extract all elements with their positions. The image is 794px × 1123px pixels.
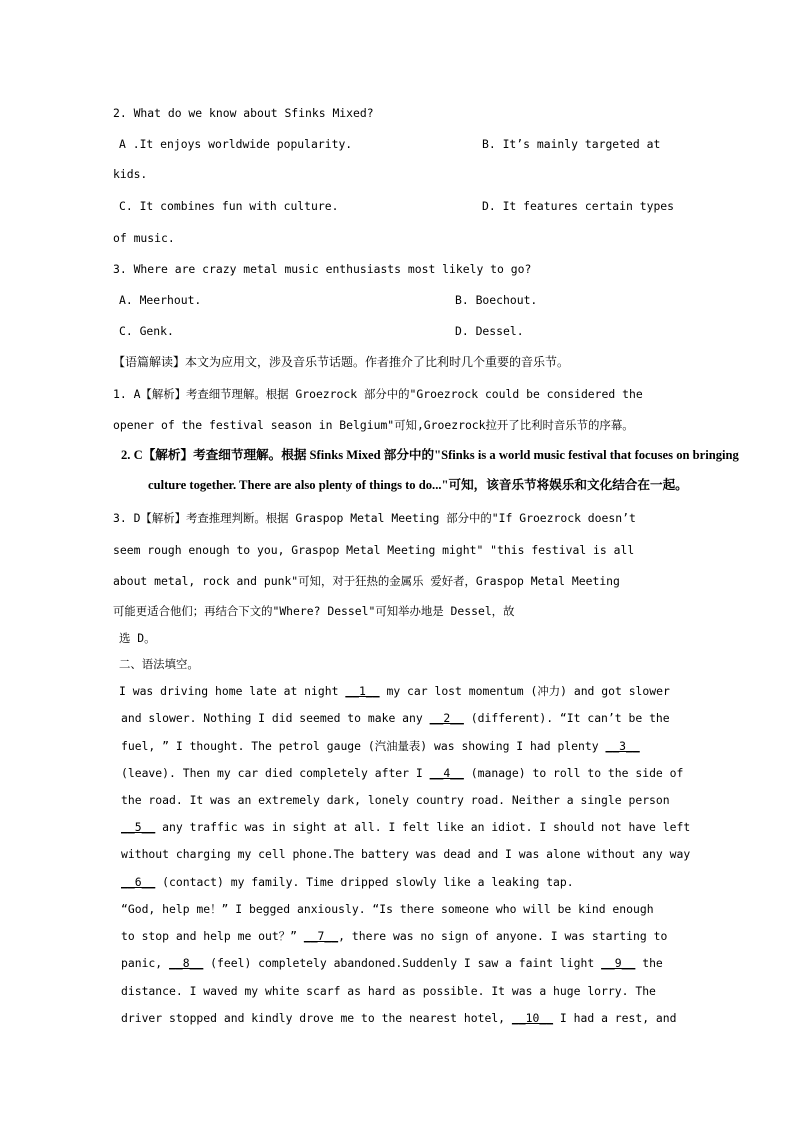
answer-3-line-4: 可能更适合他们；再结合下文的"Where? Dessel"可知举办地是 Dessel，故 (113, 604, 515, 618)
passage-line-12: distance. I waved my white scarf as hard as possible. It was a huge lorry. The (121, 984, 656, 998)
blank-8: __8__ (169, 956, 204, 970)
blank-5: __5__ (121, 820, 156, 834)
blank-6: __6__ (121, 875, 156, 889)
blank-1: __1__ (345, 684, 380, 698)
passage-text: (manage) to roll to the side of (463, 766, 684, 780)
blank-3: __3__ (605, 739, 640, 753)
passage-text: my car lost momentum (冲力) and got slower (379, 684, 670, 698)
passage-line-11 (121, 955, 663, 971)
passage-text: , there was no sign of anyone. I was starting to (338, 929, 668, 943)
q3-option-a: A. Meerhout. (119, 293, 202, 307)
passage-line-1 (119, 683, 670, 699)
answer-3-line-5: 选 D。 (119, 631, 156, 645)
passage-text: driver stopped and kindly drove me to the nearest hotel, (121, 1011, 512, 1025)
passage-text: (leave). Then my car died completely after I (121, 766, 430, 780)
q2-option-a: A .It enjoys worldwide popularity. (119, 137, 353, 151)
passage-text: I was driving home late at night (119, 684, 346, 698)
blank-7: __7__ (303, 929, 339, 943)
blank-2: __2__ (429, 711, 464, 725)
passage-text: (different). “It can’t be the (463, 711, 670, 725)
q3-option-b: B. Boechout. (455, 293, 538, 307)
passage-text: fuel, ” I thought. The petrol gauge (汽油量表) was showing I had plenty (121, 739, 606, 753)
q2-option-b: B. It’s mainly targeted at (482, 137, 661, 151)
answer-3-line-2: seem rough enough to you, Graspop Metal Meeting might" "this festival is all (113, 543, 635, 557)
blank-9: __9__ (601, 956, 636, 970)
answer-1-line-1: 1. A【解析】考查细节理解。根据 Groezrock 部分中的"Groezrock could be considered the (113, 387, 643, 401)
q3-option-d: D. Dessel. (455, 324, 524, 338)
q3-option-c: C. Genk. (119, 324, 174, 338)
passage-line-8 (121, 874, 574, 890)
analysis-intro: 【语篇解读】本文为应用文，涉及音乐节话题。作者推介了比利时几个重要的音乐节。 (113, 355, 570, 369)
passage-line-7: without charging my cell phone.The battery was dead and I was alone without any way (121, 847, 691, 861)
answer-1-line-2: opener of the festival season in Belgium"可知,Groezrock拉开了比利时音乐节的序幕。 (113, 418, 634, 432)
passage-text: (contact) my family. Time dripped slowly like a leaking tap. (155, 875, 574, 889)
passage-text: panic, (121, 956, 170, 970)
answer-3-line-3: about metal, rock and punk"可知，对于狂热的金属乐 爱好者，Graspop Metal Meeting (113, 574, 620, 588)
passage-line-10 (121, 928, 667, 944)
passage-line-4 (121, 765, 683, 781)
q2-option-b-continued: kids. (113, 167, 148, 181)
blank-4: __4__ (429, 766, 464, 780)
passage-line-13 (121, 1010, 677, 1026)
passage-text: the (635, 956, 663, 970)
q3-stem: 3. Where are crazy metal music enthusiasts most likely to go? (113, 262, 532, 276)
section-title: 二、语法填空。 (119, 657, 199, 671)
passage-text: I had a rest, and (553, 1011, 677, 1025)
passage-line-2 (121, 710, 670, 726)
q2-option-d: D. It features certain types (482, 199, 675, 213)
passage-text: and slower. Nothing I did seemed to make any (121, 711, 430, 725)
passage-line-6 (121, 819, 690, 835)
passage-text: any traffic was in sight at all. I felt like an idiot. I should not have left (155, 820, 691, 834)
blank-10: __10__ (511, 1011, 554, 1025)
q2-option-d-continued: of music. (113, 231, 175, 245)
passage-line-3 (121, 738, 640, 754)
answer-2-line-2: culture together. There are also plenty of things to do..."可知，该音乐节将娱乐和文化结合在一起。 (148, 478, 688, 492)
answer-3-line-1: 3. D【解析】考查推理判断。根据 Graspop Metal Meeting 部分中的"If Groezrock doesn’t (113, 511, 636, 525)
q2-option-c: C. It combines fun with culture. (119, 199, 339, 213)
passage-text: (feel) completely abandoned.Suddenly I saw a faint light (203, 956, 602, 970)
passage-text: to stop and help me out？” (121, 929, 304, 943)
passage-line-9: “God, help me！” I begged anxiously. “Is there someone who will be kind enough (121, 902, 654, 916)
answer-2-line-1: 2. C【解析】考查细节理解。根据 Sfinks Mixed 部分中的"Sfinks is a world music festival that focuses on bringing (121, 448, 739, 462)
passage-line-5: the road. It was an extremely dark, lonely country road. Neither a single person (121, 793, 670, 807)
q2-stem: 2. What do we know about Sfinks Mixed? (113, 106, 374, 120)
